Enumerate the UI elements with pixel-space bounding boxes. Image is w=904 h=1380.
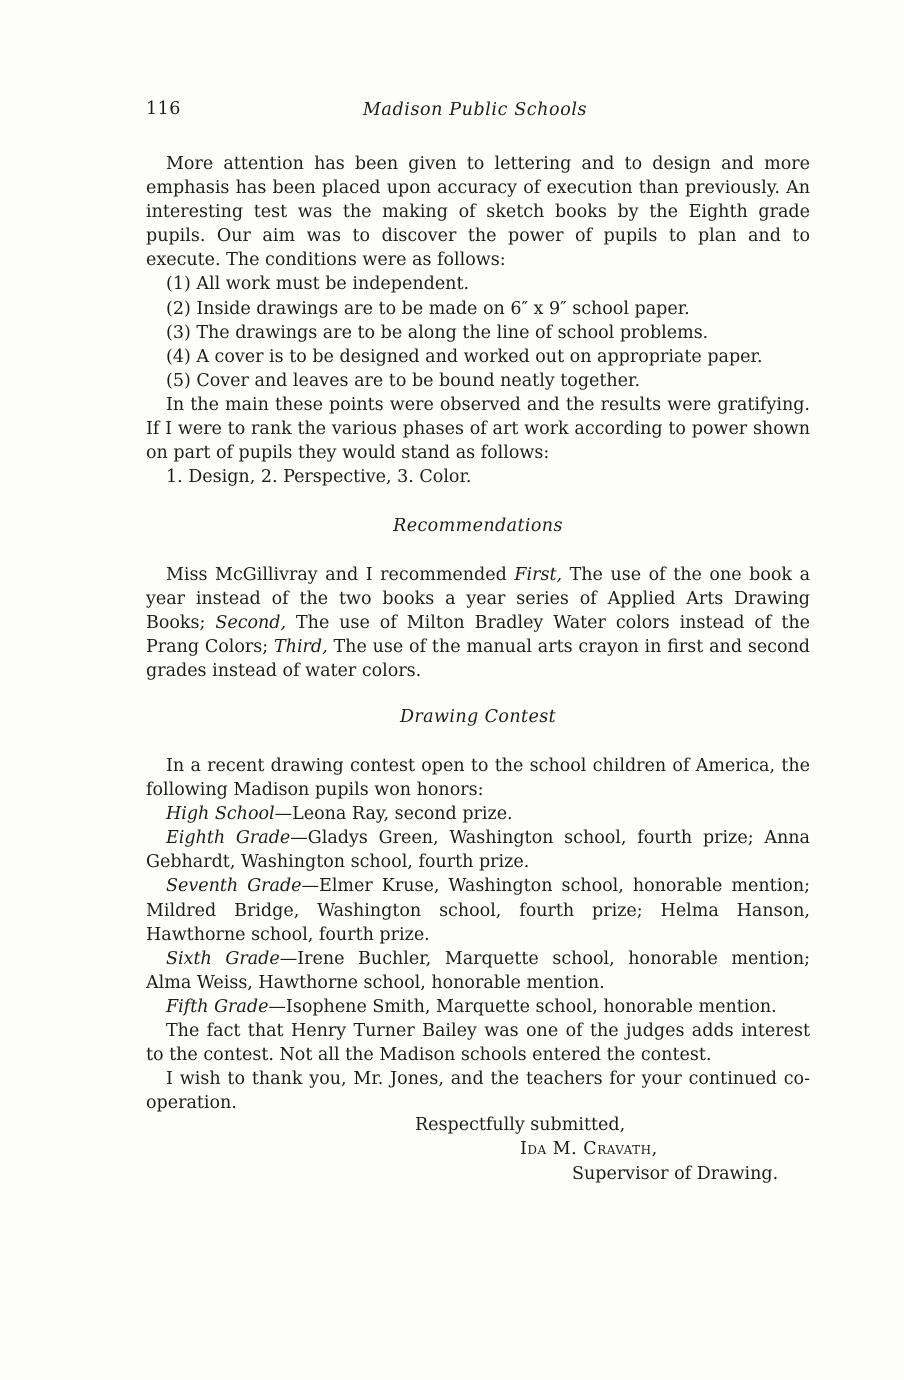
signature-title: Supervisor of Drawing. [572,1164,779,1184]
recommendations-paragraph [146,563,810,683]
page-number: 116 [146,99,181,119]
results-paragraph: In the main these points were observed and the results were gratifying. If I were to rank the various phases of art work according to power shown on part of pupils they would stand as follows: [146,394,810,464]
award-grade: High School [166,804,275,825]
award-grade: Eighth Grade [166,828,291,849]
condition-item: (3) The drawings are to be along the line of school problems. [166,322,709,343]
recommendations-section [146,563,810,683]
intro-paragraph: More attention has been given to lettering and to design and more emphasis has been placed upon accuracy of execution than previously. An interesting test was the making of sketch books by the Eighth grade pupils. Our aim was to discover the power of pupils to plan and to execute. The conditions were as follows: [146,154,810,271]
contest-heading: Drawing Contest [399,707,557,727]
condition-item: (1) All work must be independent. [166,274,470,295]
second-label: Second, [215,613,287,634]
second-text: The use of Milton Bradley Water colors instead of the Prang Colors; [146,613,811,658]
signature-closing: Respectfully submitted, [415,1115,626,1135]
award-entry [146,802,810,826]
award-grade: Seventh Grade [166,876,302,897]
award-entry [146,874,810,946]
award-entry [146,826,810,874]
running-header: Madison Public Schools [362,100,588,120]
signature-name: Ida M. Cravath, [520,1139,658,1159]
contest-section [146,754,810,1115]
condition-item: (2) Inside drawings are to be made on 6″ x 9″ school paper. [166,298,690,319]
thanks-paragraph: I wish to thank you, Mr. Jones, and the teachers for your continued co-operation. [146,1069,810,1114]
third-text: The use of the manual arts crayon in first and second grades instead of water colors. [146,637,810,682]
award-entry [146,947,810,995]
judges-paragraph: The fact that Henry Turner Bailey was one of the judges adds interest to the contest. Not all the Madison schools entered the contest. [146,1021,810,1066]
award-text: —Leona Ray, second prize. [274,804,513,825]
first-text: The use of the one book a year instead of the two books a year series of Applied Arts Drawing Books; [146,565,811,634]
award-entry [146,995,810,1019]
condition-item: (5) Cover and leaves are to be bound neatly together. [166,370,641,391]
recommendations-lead: Miss McGillivray and I recommended [166,565,515,585]
award-text: —Irene Buchler, Marquette school, honorable mention; Alma Weiss, Hawthorne school, honorable mention. [146,948,810,993]
award-text: —Gladys Green, Washington school, fourth prize; Anna Gebhardt, Washington school, fourth prize. [146,828,810,873]
award-grade: Fifth Grade [166,996,269,1017]
condition-item: (4) A cover is to be designed and worked out on appropriate paper. [166,346,763,367]
ranking-line: 1. Design, 2. Perspective, 3. Color. [166,467,472,488]
third-label: Third, [274,637,328,658]
first-label: First, [514,565,563,585]
award-text: —Isophene Smith, Marquette school, honorable mention. [268,996,777,1017]
recommendations-heading: Recommendations [393,516,563,536]
award-text: —Elmer Kruse, Washington school, honorable mention; Mildred Bridge, Washington school, fourth prize; Helma Hanson, Hawthorne school, fourth prize. [146,876,811,945]
contest-intro: In a recent drawing contest open to the school children of America, the following Madison pupils won honors: [146,756,810,801]
intro-section [146,152,810,489]
award-grade: Sixth Grade [166,948,280,969]
